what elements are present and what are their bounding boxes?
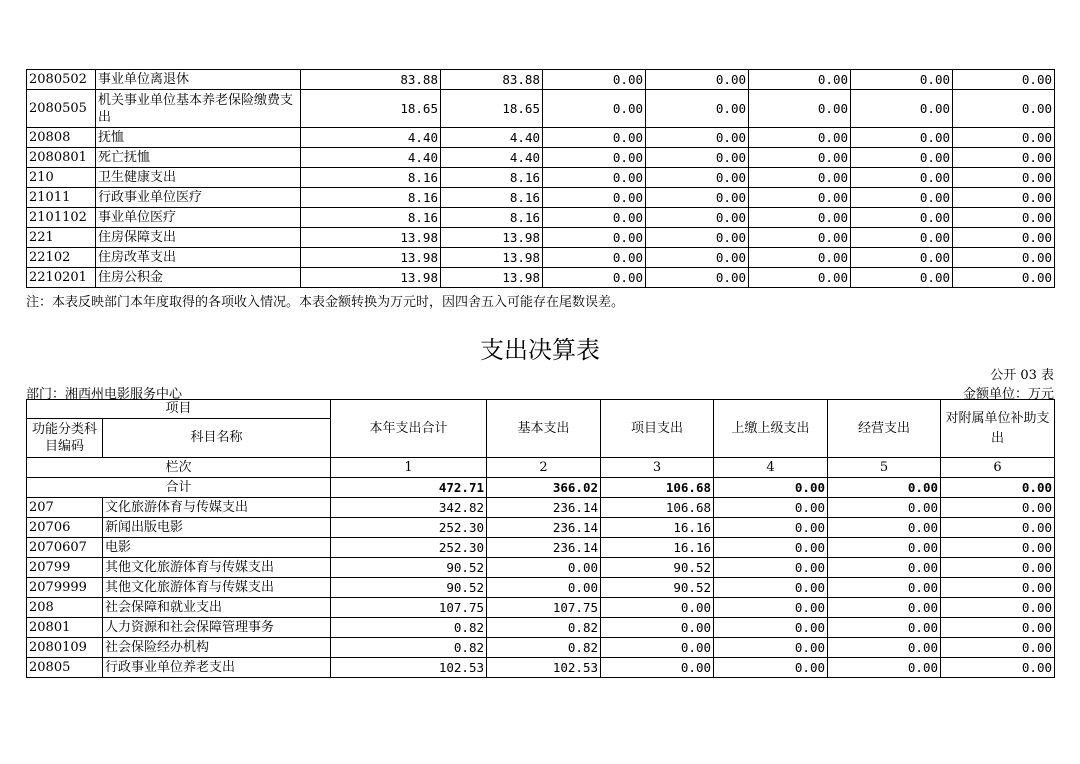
row-value: 0.00	[851, 128, 953, 148]
col-number: 5	[828, 458, 941, 478]
row-value: 0.00	[714, 638, 828, 658]
row-value: 0.00	[828, 498, 941, 518]
header-col-subsidy: 对附属单位补助支出	[941, 400, 1055, 458]
row-value: 0.00	[953, 188, 1055, 208]
total-value: 0.00	[941, 478, 1055, 498]
row-value: 90.52	[601, 558, 714, 578]
income-table-body	[27, 70, 1055, 288]
row-code: 2080505	[27, 90, 96, 128]
row-value: 0.00	[828, 618, 941, 638]
department-label: 部门：湘西州电影服务中心	[26, 387, 183, 402]
row-value: 16.16	[601, 518, 714, 538]
row-value: 0.00	[941, 658, 1055, 678]
expenditure-table	[26, 399, 1055, 678]
total-value: 0.00	[714, 478, 828, 498]
row-code: 2080109	[27, 638, 103, 658]
header-col-project: 项目支出	[601, 400, 714, 458]
row-value: 0.00	[714, 578, 828, 598]
row-value: 0.00	[941, 578, 1055, 598]
row-value: 0.82	[331, 638, 487, 658]
row-code: 22102	[27, 248, 96, 268]
row-value: 0.00	[543, 268, 646, 288]
row-value: 0.00	[601, 638, 714, 658]
total-value: 472.71	[331, 478, 487, 498]
row-value: 8.16	[301, 168, 441, 188]
row-code: 2210201	[27, 268, 96, 288]
table-row	[27, 208, 1055, 228]
row-value: 0.00	[953, 228, 1055, 248]
header-col-operating: 经营支出	[828, 400, 941, 458]
row-value: 0.00	[646, 90, 749, 128]
row-code: 20706	[27, 518, 103, 538]
row-name: 电影	[103, 538, 331, 558]
row-value: 90.52	[601, 578, 714, 598]
row-value: 0.00	[828, 638, 941, 658]
row-name: 住房保障支出	[96, 228, 301, 248]
row-value: 0.00	[543, 208, 646, 228]
row-value: 0.00	[851, 70, 953, 90]
header-code-label: 功能分类科目编码	[27, 419, 103, 458]
row-value: 252.30	[331, 518, 487, 538]
page-title: 支出决算表	[480, 336, 600, 364]
row-value: 0.00	[749, 188, 851, 208]
header-name-label: 科目名称	[103, 419, 331, 458]
row-name: 社会保障和就业支出	[103, 598, 331, 618]
row-value: 0.00	[941, 638, 1055, 658]
table-row	[27, 618, 1055, 638]
row-value: 0.00	[828, 538, 941, 558]
row-name: 文化旅游体育与传媒支出	[103, 498, 331, 518]
row-value: 0.00	[828, 658, 941, 678]
row-value: 90.52	[331, 578, 487, 598]
col-number: 1	[331, 458, 487, 478]
total-value: 106.68	[601, 478, 714, 498]
row-code: 2079999	[27, 578, 103, 598]
row-value: 0.00	[851, 90, 953, 128]
row-value: 90.52	[331, 558, 487, 578]
row-value: 0.00	[828, 518, 941, 538]
table-row	[27, 638, 1055, 658]
row-value: 0.00	[941, 558, 1055, 578]
header-col-remit: 上缴上级支出	[714, 400, 828, 458]
row-value: 0.00	[487, 558, 601, 578]
row-code: 20808	[27, 128, 96, 148]
expenditure-table-body	[27, 400, 1055, 678]
header-col-basic: 基本支出	[487, 400, 601, 458]
table-row	[27, 248, 1055, 268]
table-row	[27, 90, 1055, 128]
row-value: 0.00	[714, 538, 828, 558]
row-value: 16.16	[601, 538, 714, 558]
row-value: 0.00	[714, 618, 828, 638]
row-value: 0.00	[646, 148, 749, 168]
table-row	[27, 598, 1055, 618]
row-value: 107.75	[487, 598, 601, 618]
row-value: 0.00	[749, 148, 851, 168]
total-label: 合计	[27, 478, 331, 498]
row-value: 0.00	[646, 248, 749, 268]
table-row	[27, 148, 1055, 168]
total-value: 0.00	[828, 478, 941, 498]
col-number: 6	[941, 458, 1055, 478]
row-name: 其他文化旅游体育与传媒支出	[103, 578, 331, 598]
row-value: 0.82	[487, 618, 601, 638]
row-code: 210	[27, 168, 96, 188]
total-value: 366.02	[487, 478, 601, 498]
row-value: 0.00	[543, 188, 646, 208]
row-code: 208	[27, 598, 103, 618]
table-row	[27, 498, 1055, 518]
row-value: 0.00	[941, 518, 1055, 538]
row-value: 0.00	[601, 618, 714, 638]
row-value: 8.16	[301, 188, 441, 208]
row-name: 人力资源和社会保障管理事务	[103, 618, 331, 638]
row-value: 0.00	[543, 70, 646, 90]
row-value: 0.00	[749, 128, 851, 148]
row-value: 0.00	[851, 148, 953, 168]
row-value: 4.40	[441, 148, 543, 168]
row-value: 13.98	[301, 228, 441, 248]
row-value: 83.88	[301, 70, 441, 90]
row-value: 8.16	[301, 208, 441, 228]
row-value: 8.16	[441, 188, 543, 208]
row-code: 21011	[27, 188, 96, 208]
row-value: 0.00	[941, 498, 1055, 518]
row-value: 13.98	[301, 268, 441, 288]
row-value: 0.00	[953, 128, 1055, 148]
row-value: 0.00	[749, 228, 851, 248]
row-value: 0.00	[953, 168, 1055, 188]
row-value: 252.30	[331, 538, 487, 558]
row-name: 死亡抚恤	[96, 148, 301, 168]
row-value: 0.00	[646, 168, 749, 188]
row-value: 0.00	[828, 598, 941, 618]
row-value: 83.88	[441, 70, 543, 90]
row-value: 0.00	[953, 148, 1055, 168]
row-value: 18.65	[301, 90, 441, 128]
row-value: 0.00	[714, 518, 828, 538]
row-value: 107.75	[331, 598, 487, 618]
row-name: 行政事业单位养老支出	[103, 658, 331, 678]
row-value: 0.00	[646, 268, 749, 288]
row-code: 2101102	[27, 208, 96, 228]
table-row	[27, 518, 1055, 538]
table-row	[27, 70, 1055, 90]
row-value: 0.00	[953, 248, 1055, 268]
row-value: 0.00	[953, 90, 1055, 128]
row-value: 0.00	[646, 208, 749, 228]
row-value: 0.00	[601, 598, 714, 618]
row-value: 0.00	[749, 168, 851, 188]
row-name: 新闻出版电影	[103, 518, 331, 538]
table-row	[27, 188, 1055, 208]
row-name: 行政事业单位医疗	[96, 188, 301, 208]
row-code: 20799	[27, 558, 103, 578]
row-value: 0.00	[941, 598, 1055, 618]
row-code: 2080502	[27, 70, 96, 90]
row-name: 住房公积金	[96, 268, 301, 288]
row-value: 0.00	[543, 228, 646, 248]
row-name: 住房改革支出	[96, 248, 301, 268]
header-col-row-label: 栏次	[27, 458, 331, 478]
table-row	[27, 578, 1055, 598]
row-value: 0.00	[714, 658, 828, 678]
row-value: 0.00	[953, 208, 1055, 228]
row-value: 0.00	[851, 248, 953, 268]
row-code: 2070607	[27, 538, 103, 558]
row-value: 0.00	[601, 658, 714, 678]
table-row	[27, 228, 1055, 248]
row-name: 社会保险经办机构	[103, 638, 331, 658]
table-row	[27, 128, 1055, 148]
row-value: 0.00	[749, 208, 851, 228]
row-value: 4.40	[301, 148, 441, 168]
row-value: 0.00	[543, 90, 646, 128]
row-code: 2080801	[27, 148, 96, 168]
row-name: 事业单位离退休	[96, 70, 301, 90]
row-value: 106.68	[601, 498, 714, 518]
row-value: 0.00	[543, 248, 646, 268]
row-value: 102.53	[487, 658, 601, 678]
row-code: 20801	[27, 618, 103, 638]
row-value: 4.40	[441, 128, 543, 148]
income-table-continuation	[26, 69, 1055, 288]
row-value: 0.00	[749, 268, 851, 288]
row-value: 0.00	[749, 70, 851, 90]
row-value: 0.00	[851, 208, 953, 228]
total-row	[27, 478, 1055, 498]
row-value: 0.00	[851, 268, 953, 288]
row-value: 13.98	[441, 268, 543, 288]
row-value: 8.16	[441, 168, 543, 188]
row-value: 0.00	[714, 598, 828, 618]
row-value: 342.82	[331, 498, 487, 518]
row-value: 13.98	[441, 228, 543, 248]
row-value: 0.00	[828, 578, 941, 598]
row-name: 其他文化旅游体育与传媒支出	[103, 558, 331, 578]
row-value: 0.00	[828, 558, 941, 578]
row-value: 0.00	[953, 268, 1055, 288]
row-value: 0.00	[543, 148, 646, 168]
row-value: 0.00	[646, 128, 749, 148]
row-value: 0.00	[851, 228, 953, 248]
header-row-project	[27, 400, 1055, 419]
table-row	[27, 558, 1055, 578]
row-code: 20805	[27, 658, 103, 678]
row-value: 102.53	[331, 658, 487, 678]
row-value: 13.98	[441, 248, 543, 268]
col-number: 4	[714, 458, 828, 478]
row-value: 4.40	[301, 128, 441, 148]
row-value: 8.16	[441, 208, 543, 228]
header-project: 项目	[27, 400, 331, 419]
row-name: 机关事业单位基本养老保险缴费支出	[96, 90, 301, 128]
row-name: 事业单位医疗	[96, 208, 301, 228]
table-row	[27, 538, 1055, 558]
header-row-col-numbers	[27, 458, 1055, 478]
row-value: 0.00	[749, 90, 851, 128]
row-value: 18.65	[441, 90, 543, 128]
row-value: 0.00	[646, 228, 749, 248]
amount-unit-label: 金额单位：万元	[962, 387, 1054, 402]
row-name: 卫生健康支出	[96, 168, 301, 188]
row-value: 0.00	[749, 248, 851, 268]
row-value: 13.98	[301, 248, 441, 268]
row-value: 0.00	[953, 70, 1055, 90]
table-note: 注：本表反映部门本年度取得的各项收入情况。本表金额转换为万元时，因四舍五入可能存在尾数误差。	[26, 295, 625, 310]
row-value: 0.00	[941, 618, 1055, 638]
row-value: 236.14	[487, 538, 601, 558]
row-value: 0.00	[714, 558, 828, 578]
col-number: 3	[601, 458, 714, 478]
row-value: 0.00	[543, 128, 646, 148]
col-number: 2	[487, 458, 601, 478]
row-value: 0.00	[543, 168, 646, 188]
row-value: 0.00	[646, 188, 749, 208]
row-value: 0.00	[851, 188, 953, 208]
row-code: 207	[27, 498, 103, 518]
row-value: 0.00	[851, 168, 953, 188]
row-value: 0.82	[487, 638, 601, 658]
row-code: 221	[27, 228, 96, 248]
header-col-total: 本年支出合计	[331, 400, 487, 458]
public-table-number: 公开 03 表	[990, 368, 1054, 383]
row-value: 0.00	[941, 538, 1055, 558]
row-value: 236.14	[487, 518, 601, 538]
row-value: 0.00	[714, 498, 828, 518]
row-value: 236.14	[487, 498, 601, 518]
table-row	[27, 658, 1055, 678]
row-value: 0.82	[331, 618, 487, 638]
row-name: 抚恤	[96, 128, 301, 148]
table-row	[27, 168, 1055, 188]
row-value: 0.00	[487, 578, 601, 598]
table-row	[27, 268, 1055, 288]
row-value: 0.00	[646, 70, 749, 90]
